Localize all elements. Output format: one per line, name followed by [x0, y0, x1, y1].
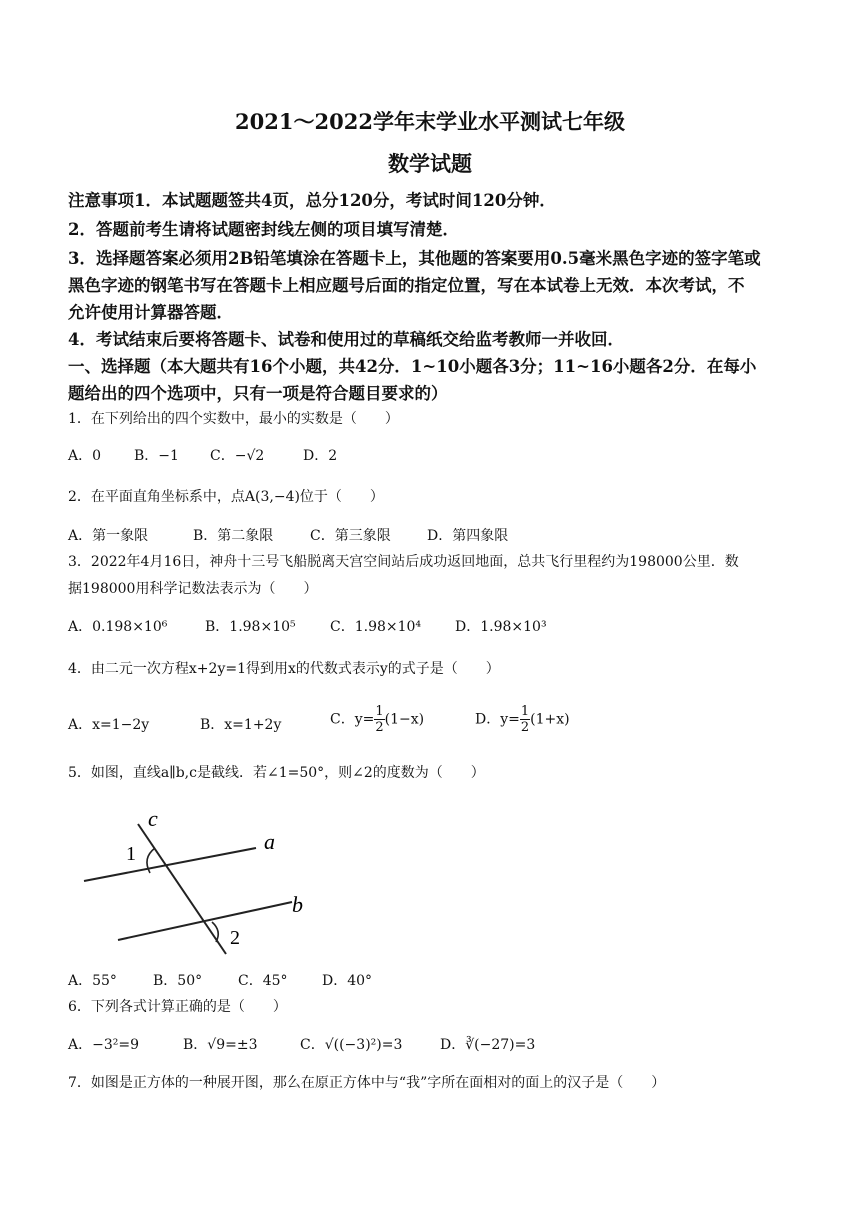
- option-d: D．第四象限: [427, 528, 509, 544]
- option-d: D．1.98×10³: [455, 619, 547, 635]
- label-angle-1: 1: [126, 843, 136, 865]
- fraction-numerator: 1: [375, 704, 384, 719]
- option-a: A．x=1−2y: [68, 717, 150, 733]
- question-stem: 6．下列各式计算正确的是（ ）: [68, 999, 287, 1015]
- option-d: D．40°: [322, 973, 373, 989]
- question-stem: 据198000用科学记数法表示为（ ）: [68, 581, 318, 597]
- option-a: A．0: [68, 448, 102, 464]
- question-stem: 4．由二元一次方程x+2y=1得到用x的代数式表示y的式子是（ ）: [68, 661, 500, 677]
- option-b: B．第二象限: [193, 528, 274, 544]
- note-line: 3．选择题答案必须用2B铅笔填涂在答题卡上，其他题的答案要用0.5毫米黑色字迹的签字笔或: [68, 249, 761, 268]
- label-a: a: [264, 829, 275, 854]
- parallel-lines-figure: [70, 800, 330, 960]
- label-c: c: [148, 806, 158, 831]
- fraction-numerator: 1: [520, 704, 530, 719]
- option-c: [330, 704, 424, 735]
- fraction: [520, 704, 530, 735]
- note-line: 注意事项1．本试题题签共4页，总分120分，考试时间120分钟．: [68, 191, 556, 210]
- option-d: [475, 704, 570, 735]
- option-c: C．√((−3)²)=3: [300, 1037, 403, 1053]
- question-stem: 1．在下列给出的四个实数中，最小的实数是（ ）: [68, 411, 399, 427]
- note-line: 4．考试结束后要将答题卡、试卷和使用过的草稿纸交给监考教师一并收回．: [68, 330, 624, 349]
- question-stem: 2．在平面直角坐标系中，点A(3,−4)位于（ ）: [68, 489, 384, 505]
- option-d: D．2: [303, 448, 338, 464]
- option-b: B．1.98×10⁵: [205, 619, 296, 635]
- question-stem: 5．如图，直线a∥b,c是截线．若∠1=50°，则∠2的度数为（ ）: [68, 765, 485, 781]
- line-a: [84, 848, 256, 881]
- option-a: A．55°: [68, 973, 117, 989]
- option-c: C．−√2: [210, 448, 265, 464]
- option-b: B．√9=±3: [183, 1037, 258, 1053]
- option-c-suffix: (1−x): [384, 711, 425, 728]
- label-angle-2: 2: [230, 927, 240, 949]
- option-d: D．∛(−27)=3: [440, 1037, 536, 1053]
- angle-1-arc: [147, 848, 155, 873]
- note-line: 允许使用计算器答题．: [68, 303, 233, 322]
- exam-title: 2021～2022学年末学业水平测试七年级: [235, 109, 625, 134]
- option-d-prefix: D．y=: [475, 711, 520, 728]
- option-a: A．−3²=9: [68, 1037, 139, 1053]
- option-b: B．50°: [153, 973, 203, 989]
- section-heading: 一、选择题（本大题共有16个小题，共42分．1~10小题各3分；11~16小题各2分．在每小: [68, 357, 757, 376]
- option-d-suffix: (1+x): [530, 711, 570, 728]
- option-b: B．x=1+2y: [200, 717, 282, 733]
- question-stem: 3．2022年4月16日，神舟十三号飞船脱离天宫空间站后成功返回地面，总共飞行里程约为198000公里．数: [68, 554, 739, 570]
- note-line: 2．答题前考生请将试题密封线左侧的项目填写清楚．: [68, 220, 459, 239]
- fraction-denominator: 2: [375, 720, 384, 735]
- option-c-prefix: C．y=: [330, 711, 375, 728]
- option-a: A．0.198×10⁶: [68, 619, 168, 635]
- line-c: [138, 824, 226, 954]
- subject-title: 数学试题: [388, 151, 472, 176]
- section-heading: 题给出的四个选项中，只有一项是符合题目要求的）: [68, 384, 448, 403]
- option-c: C．1.98×10⁴: [330, 619, 422, 635]
- option-a: A．第一象限: [68, 528, 149, 544]
- fraction-denominator: 2: [520, 720, 530, 735]
- line-b: [118, 902, 292, 940]
- option-b: B．−1: [134, 448, 179, 464]
- option-c: C．第三象限: [310, 528, 391, 544]
- fraction: [374, 704, 384, 735]
- option-c: C．45°: [238, 973, 288, 989]
- label-b: b: [292, 892, 303, 917]
- note-line: 黑色字迹的钢笔书写在答题卡上相应题号后面的指定位置，写在本试卷上无效．本次考试，不: [68, 276, 745, 295]
- question-stem: 7．如图是正方体的一种展开图，那么在原正方体中与“我”字所在面相对的面上的汉子是（ ）: [68, 1075, 666, 1091]
